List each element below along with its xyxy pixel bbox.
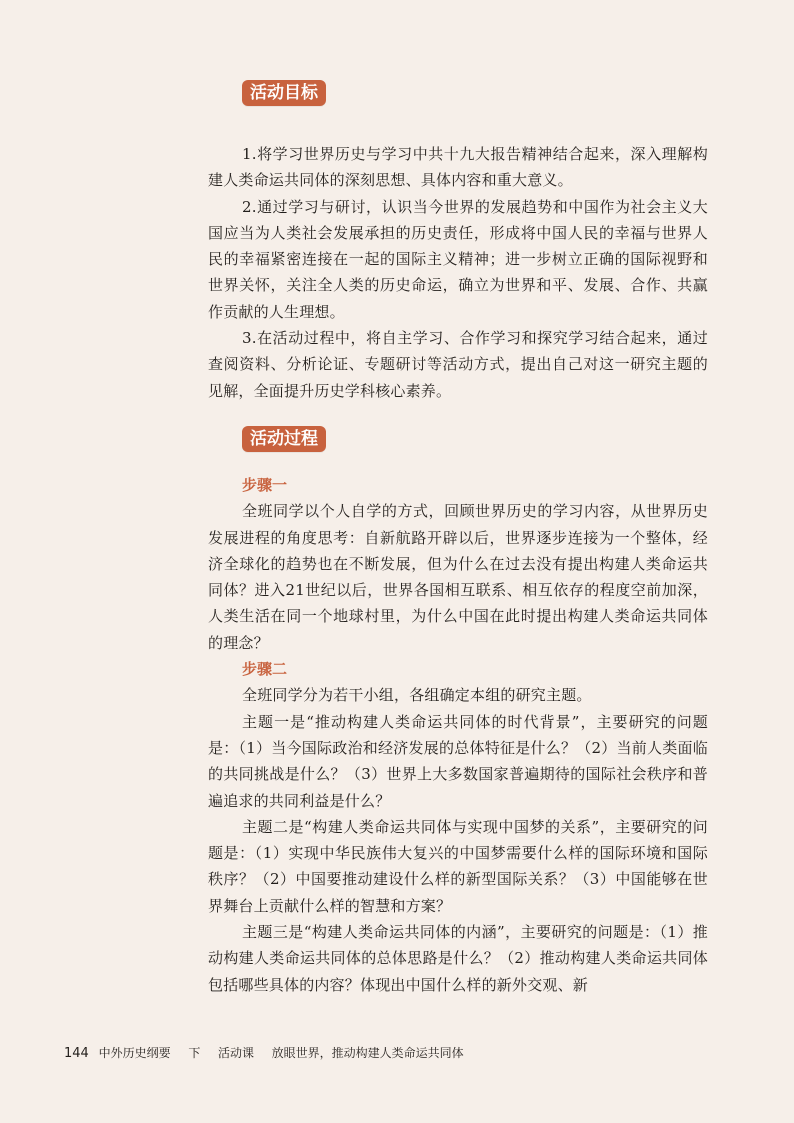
goal-paragraph: 3.在活动过程中，将自主学习、合作学习和探究学习结合起来，通过查阅资料、分析论证、专题研讨等活动方式，提出自己对这一研究主题的见解，全面提升历史学科核心素养。 bbox=[208, 329, 708, 400]
goal-paragraph: 2.通过学习与研讨，认识当今世界的发展趋势和中国作为社会主义大国应当为人类社会发展承担的历史责任，形成将中国人民的幸福与世界人民的幸福紧密连接在一起的国际主义精神；进一步树立正确的国际视野和世界关怀，关注全人类的历史命运，确立为世界和平、发展、合作、共赢作贡献的人生理想。 bbox=[208, 197, 708, 321]
section-heading-goals: 活动目标 bbox=[242, 80, 326, 106]
process-body bbox=[208, 472, 708, 998]
page-number: 144 bbox=[64, 1046, 89, 1061]
step-one-title: 步骤一 bbox=[242, 476, 288, 494]
footer-volume: 下 bbox=[188, 1046, 201, 1060]
step-two-paragraph: 主题三是“构建人类命运共同体的内涵”，主要研究的问题是：（1）推动构建人类命运共同体的总体思路是什么？（2）推动构建人类命运共同体包括哪些具体的内容？体现出中国什么样的新外交观、新 bbox=[208, 923, 708, 994]
footer-chapter: 活动课 bbox=[218, 1046, 255, 1060]
step-one-paragraph: 全班同学以个人自学的方式，回顾世界历史的学习内容，从世界历史发展进程的角度思考：自新航路开辟以后，世界逐步连接为一个整体，经济全球化的趋势也在不断发展，但为什么在过去没有提出构建人类命运共同体？进入21世纪以后，世界各国相互联系、相互依存的程度空前加深，人类生活在同一个地球村里，为什么中国在此时提出构建人类命运共同体的理念？ bbox=[208, 502, 708, 652]
goal-paragraph: 1.将学习世界历史与学习中共十九大报告精神结合起来，深入理解构建人类命运共同体的深刻思想、具体内容和重大意义。 bbox=[208, 145, 708, 190]
step-two-paragraph: 全班同学分为若干小组，各组确定本组的研究主题。 bbox=[242, 686, 592, 705]
section-heading-process: 活动过程 bbox=[242, 426, 326, 452]
footer-book-title: 中外历史纲要 bbox=[98, 1046, 171, 1060]
goals-body bbox=[208, 141, 708, 404]
footer-topic: 放眼世界，推动构建人类命运共同体 bbox=[271, 1046, 464, 1060]
step-two-title: 步骤二 bbox=[242, 660, 288, 679]
page-footer bbox=[64, 1044, 464, 1061]
step-two-paragraph: 主题一是“推动构建人类命运共同体的时代背景”，主要研究的问题是：（1）当今国际政治和经济发展的总体特征是什么？（2）当前人类面临的共同挑战是什么？（3）世界上大多数国家普遍期待的国际社会秩序和普遍追求的共同利益是什么？ bbox=[208, 712, 708, 810]
step-two-paragraph: 主题二是“构建人类命运共同体与实现中国梦的关系”，主要研究的问题是：（1）实现中华民族伟大复兴的中国梦需要什么样的国际环境和国际秩序？（2）中国要推动建设什么样的新型国际关系？（3）中国能够在世界舞台上贡献什么样的智慧和方案？ bbox=[208, 817, 708, 915]
